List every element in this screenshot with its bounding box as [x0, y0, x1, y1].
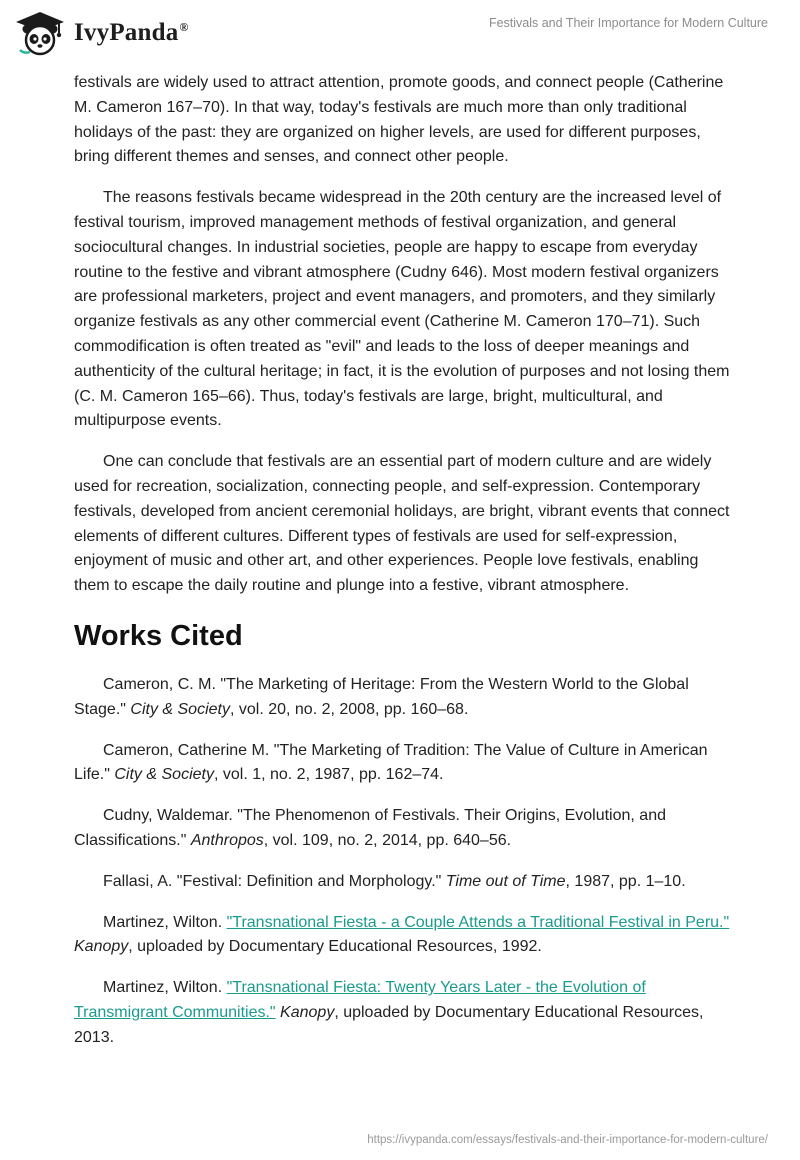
- paragraph: The reasons festivals became widespread in the 20th century are the increased level of festival tourism, improved management methods of festival organization, and general sociocultural changes. In industrial societies, people are happy to escape from everyday routine to the festive and vibrant atmosphere (Cudny 646). Most modern festival organizers are professional marketers, project and event managers, and promoters, and they similarly organize festivals as any other commercial event (Catherine M. Cameron 170–71). Such commodification is often treated as "evil" and leads to the loss of deeper meanings and authenticity of the cultural heritage; in fact, it is the evolution of purposes and not losing them (C. M. Cameron 165–66). Thus, today's festivals are large, bright, multicultural, and multipurpose events.: [74, 189, 730, 430]
- brand-logo[interactable]: [14, 8, 189, 58]
- works-cited-heading: Works Cited: [74, 619, 243, 652]
- paragraph-continuation: festivals are widely used to attract attention, promote goods, and connect people (Catherine M. Cameron 167–70). In that way, today's festivals are much more than only traditional holidays of the past: they are organized on higher levels, are used for different purposes, bring different themes and senses, and connect other people.: [74, 74, 724, 166]
- brand-name: IvyPanda®: [74, 19, 189, 46]
- citation-link[interactable]: "Transnational Fiesta - a Couple Attends a Traditional Festival in Peru.": [226, 913, 730, 931]
- source-url: https://ivypanda.com/essays/festivals-and-their-importance-for-modern-culture/: [367, 1134, 768, 1146]
- document-title: Festivals and Their Importance for Modern Culture: [488, 16, 768, 30]
- citation-item: Martinez, Wilton. "Transnational Fiesta - a Couple Attends a Traditional Festival in Peru." Kanopy, uploaded by Documentary Educational Resources, 1992.: [74, 913, 730, 956]
- citation-item: Cameron, C. M. "The Marketing of Heritage: From the Western World to the Global Stage." City & Society, vol. 20, no. 2, 2008, pp. 160–68.: [74, 675, 689, 718]
- paragraph-conclusion: One can conclude that festivals are an essential part of modern culture and are widely used for recreation, socialization, connecting people, and self-expression. Contemporary festivals, developed from ancient ceremonial holidays, are bright, vibrant events that connect elements of different cultures. Different types of festivals are used for self-expression, enjoyment of music and other art, and other experiences. People love festivals, enabling them to escape the daily routine and plunge into a festive, vibrant atmosphere.: [74, 453, 730, 595]
- citation-item: Martinez, Wilton. "Transnational Fiesta: Twenty Years Later - the Evolution of Transmigrant Communities." Kanopy, uploaded by Documentary Educational Resources, 2013.: [74, 979, 704, 1046]
- citation-item: Fallasi, A. "Festival: Definition and Morphology." Time out of Time, 1987, pp. 1–10.: [103, 872, 686, 890]
- citation-link[interactable]: "Transnational Fiesta: Twenty Years Later - the Evolution of Transmigrant Communities.": [74, 979, 646, 1021]
- page-header: [0, 0, 800, 70]
- essay-body: [74, 71, 734, 1067]
- citation-item: Cameron, Catherine M. "The Marketing of Tradition: The Value of Culture in American Life." City & Society, vol. 1, no. 2, 1987, pp. 162–74.: [74, 741, 708, 784]
- citation-item: Cudny, Waldemar. "The Phenomenon of Festivals. Their Origins, Evolution, and Classifications." Anthropos, vol. 109, no. 2, 2014, pp. 640–56.: [74, 807, 666, 849]
- panda-graduate-logo-icon: [14, 10, 66, 56]
